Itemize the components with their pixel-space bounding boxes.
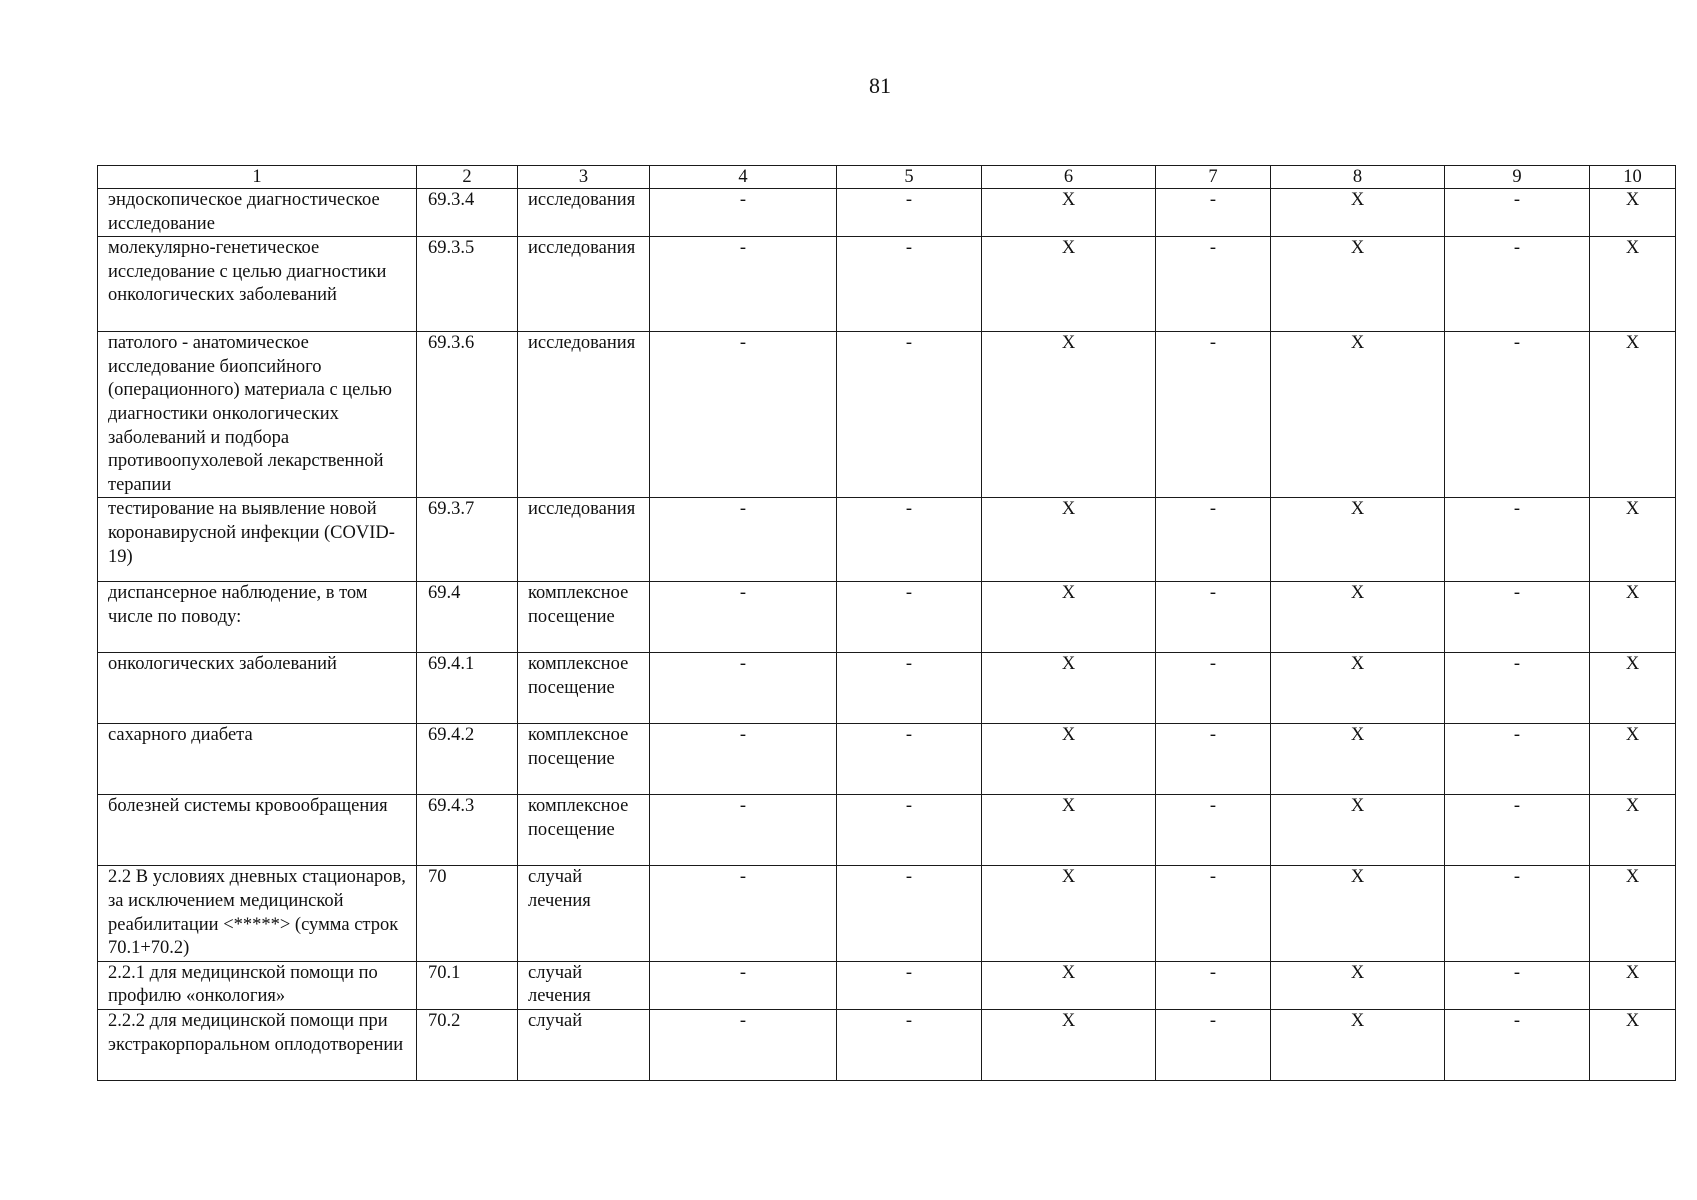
cell-col-5: - (837, 332, 982, 498)
row-unit: комплексное посещение (518, 653, 650, 724)
cell-col-9: - (1445, 961, 1590, 1009)
cell-col-6: X (982, 961, 1156, 1009)
cell-col-9: - (1445, 724, 1590, 795)
cell-col-10: X (1590, 237, 1676, 332)
data-table (97, 165, 1676, 1081)
cell-col-6: X (982, 498, 1156, 582)
row-name: 2.2.1 для медицинской помощи по профилю «онкология» (98, 961, 417, 1009)
table-row (98, 189, 1676, 237)
row-code: 70.2 (417, 1009, 518, 1080)
cell-col-10: X (1590, 866, 1676, 961)
cell-col-4: - (650, 653, 837, 724)
row-code: 70.1 (417, 961, 518, 1009)
row-code: 70 (417, 866, 518, 961)
row-unit: исследования (518, 237, 650, 332)
row-name: патолого - анатомическое исследование биопсийного (операционного) материала с целью диагностики онкологических заболеваний и подбора противоопухолевой лекарственной терапии (98, 332, 417, 498)
cell-col-7: - (1156, 866, 1271, 961)
cell-col-8: X (1271, 237, 1445, 332)
row-code: 69.4 (417, 582, 518, 653)
cell-col-6: X (982, 1009, 1156, 1080)
cell-col-8: X (1271, 332, 1445, 498)
cell-col-4: - (650, 189, 837, 237)
cell-col-10: X (1590, 332, 1676, 498)
column-header-8: 8 (1271, 166, 1445, 189)
cell-col-4: - (650, 498, 837, 582)
cell-col-7: - (1156, 332, 1271, 498)
column-header-3: 3 (518, 166, 650, 189)
row-code: 69.3.6 (417, 332, 518, 498)
cell-col-4: - (650, 332, 837, 498)
cell-col-10: X (1590, 653, 1676, 724)
cell-col-4: - (650, 866, 837, 961)
cell-col-8: X (1271, 1009, 1445, 1080)
cell-col-5: - (837, 961, 982, 1009)
cell-col-9: - (1445, 795, 1590, 866)
table-row (98, 332, 1676, 498)
page-number: 81 (869, 73, 891, 98)
table-body (98, 189, 1676, 1081)
cell-col-7: - (1156, 498, 1271, 582)
row-unit: случай лечения (518, 961, 650, 1009)
cell-col-10: X (1590, 189, 1676, 237)
row-unit: случай (518, 1009, 650, 1080)
cell-col-7: - (1156, 189, 1271, 237)
table-row (98, 582, 1676, 653)
cell-col-10: X (1590, 1009, 1676, 1080)
column-header-2: 2 (417, 166, 518, 189)
cell-col-8: X (1271, 189, 1445, 237)
cell-col-7: - (1156, 582, 1271, 653)
cell-col-6: X (982, 653, 1156, 724)
cell-col-7: - (1156, 724, 1271, 795)
row-name: онкологических заболеваний (98, 653, 417, 724)
table-row (98, 237, 1676, 332)
cell-col-6: X (982, 189, 1156, 237)
row-name: болезней системы кровообращения (98, 795, 417, 866)
cell-col-7: - (1156, 653, 1271, 724)
cell-col-6: X (982, 795, 1156, 866)
cell-col-7: - (1156, 795, 1271, 866)
row-name: эндоскопическое диагностическое исследование (98, 189, 417, 237)
cell-col-10: X (1590, 795, 1676, 866)
row-name: 2.2 В условиях дневных стационаров, за исключением медицинской реабилитации <*****> (сумма строк 70.1+70.2) (98, 866, 417, 961)
row-code: 69.4.3 (417, 795, 518, 866)
row-unit: исследования (518, 498, 650, 582)
cell-col-6: X (982, 866, 1156, 961)
cell-col-9: - (1445, 237, 1590, 332)
table-row (98, 498, 1676, 582)
cell-col-9: - (1445, 653, 1590, 724)
table-row (98, 961, 1676, 1009)
cell-col-6: X (982, 582, 1156, 653)
column-header-10: 10 (1590, 166, 1676, 189)
row-name: диспансерное наблюдение, в том числе по поводу: (98, 582, 417, 653)
row-unit: случай лечения (518, 866, 650, 961)
table-header (98, 166, 1676, 189)
cell-col-4: - (650, 582, 837, 653)
table-row (98, 653, 1676, 724)
column-header-5: 5 (837, 166, 982, 189)
cell-col-9: - (1445, 582, 1590, 653)
cell-col-6: X (982, 332, 1156, 498)
cell-col-9: - (1445, 1009, 1590, 1080)
cell-col-7: - (1156, 1009, 1271, 1080)
cell-col-9: - (1445, 498, 1590, 582)
cell-col-6: X (982, 237, 1156, 332)
row-unit: исследования (518, 332, 650, 498)
cell-col-8: X (1271, 961, 1445, 1009)
cell-col-5: - (837, 724, 982, 795)
cell-col-10: X (1590, 582, 1676, 653)
cell-col-5: - (837, 1009, 982, 1080)
cell-col-5: - (837, 795, 982, 866)
cell-col-8: X (1271, 582, 1445, 653)
cell-col-8: X (1271, 653, 1445, 724)
cell-col-8: X (1271, 498, 1445, 582)
row-name: молекулярно-генетическое исследование с целью диагностики онкологических заболеваний (98, 237, 417, 332)
cell-col-8: X (1271, 795, 1445, 866)
cell-col-7: - (1156, 237, 1271, 332)
cell-col-6: X (982, 724, 1156, 795)
cell-col-5: - (837, 237, 982, 332)
cell-col-4: - (650, 961, 837, 1009)
column-header-9: 9 (1445, 166, 1590, 189)
row-name: сахарного диабета (98, 724, 417, 795)
row-code: 69.3.4 (417, 189, 518, 237)
cell-col-5: - (837, 866, 982, 961)
row-code: 69.4.2 (417, 724, 518, 795)
cell-col-4: - (650, 795, 837, 866)
row-unit: исследования (518, 189, 650, 237)
column-header-1: 1 (98, 166, 417, 189)
row-unit: комплексное посещение (518, 724, 650, 795)
cell-col-4: - (650, 237, 837, 332)
cell-col-9: - (1445, 332, 1590, 498)
cell-col-10: X (1590, 724, 1676, 795)
cell-col-8: X (1271, 866, 1445, 961)
cell-col-7: - (1156, 961, 1271, 1009)
column-header-7: 7 (1156, 166, 1271, 189)
table-row (98, 1009, 1676, 1080)
cell-col-10: X (1590, 961, 1676, 1009)
table-row (98, 724, 1676, 795)
row-name: 2.2.2 для медицинской помощи при экстракорпоральном оплодотворении (98, 1009, 417, 1080)
row-code: 69.4.1 (417, 653, 518, 724)
cell-col-4: - (650, 724, 837, 795)
cell-col-8: X (1271, 724, 1445, 795)
cell-col-9: - (1445, 189, 1590, 237)
row-unit: комплексное посещение (518, 795, 650, 866)
row-code: 69.3.7 (417, 498, 518, 582)
row-unit: комплексное посещение (518, 582, 650, 653)
cell-col-5: - (837, 653, 982, 724)
cell-col-5: - (837, 498, 982, 582)
column-header-4: 4 (650, 166, 837, 189)
cell-col-5: - (837, 189, 982, 237)
row-name: тестирование на выявление новой коронавирусной инфекции (COVID-19) (98, 498, 417, 582)
header-row (98, 166, 1676, 189)
cell-col-9: - (1445, 866, 1590, 961)
table-row (98, 866, 1676, 961)
cell-col-10: X (1590, 498, 1676, 582)
table-row (98, 795, 1676, 866)
column-header-6: 6 (982, 166, 1156, 189)
cell-col-5: - (837, 582, 982, 653)
cell-col-4: - (650, 1009, 837, 1080)
row-code: 69.3.5 (417, 237, 518, 332)
